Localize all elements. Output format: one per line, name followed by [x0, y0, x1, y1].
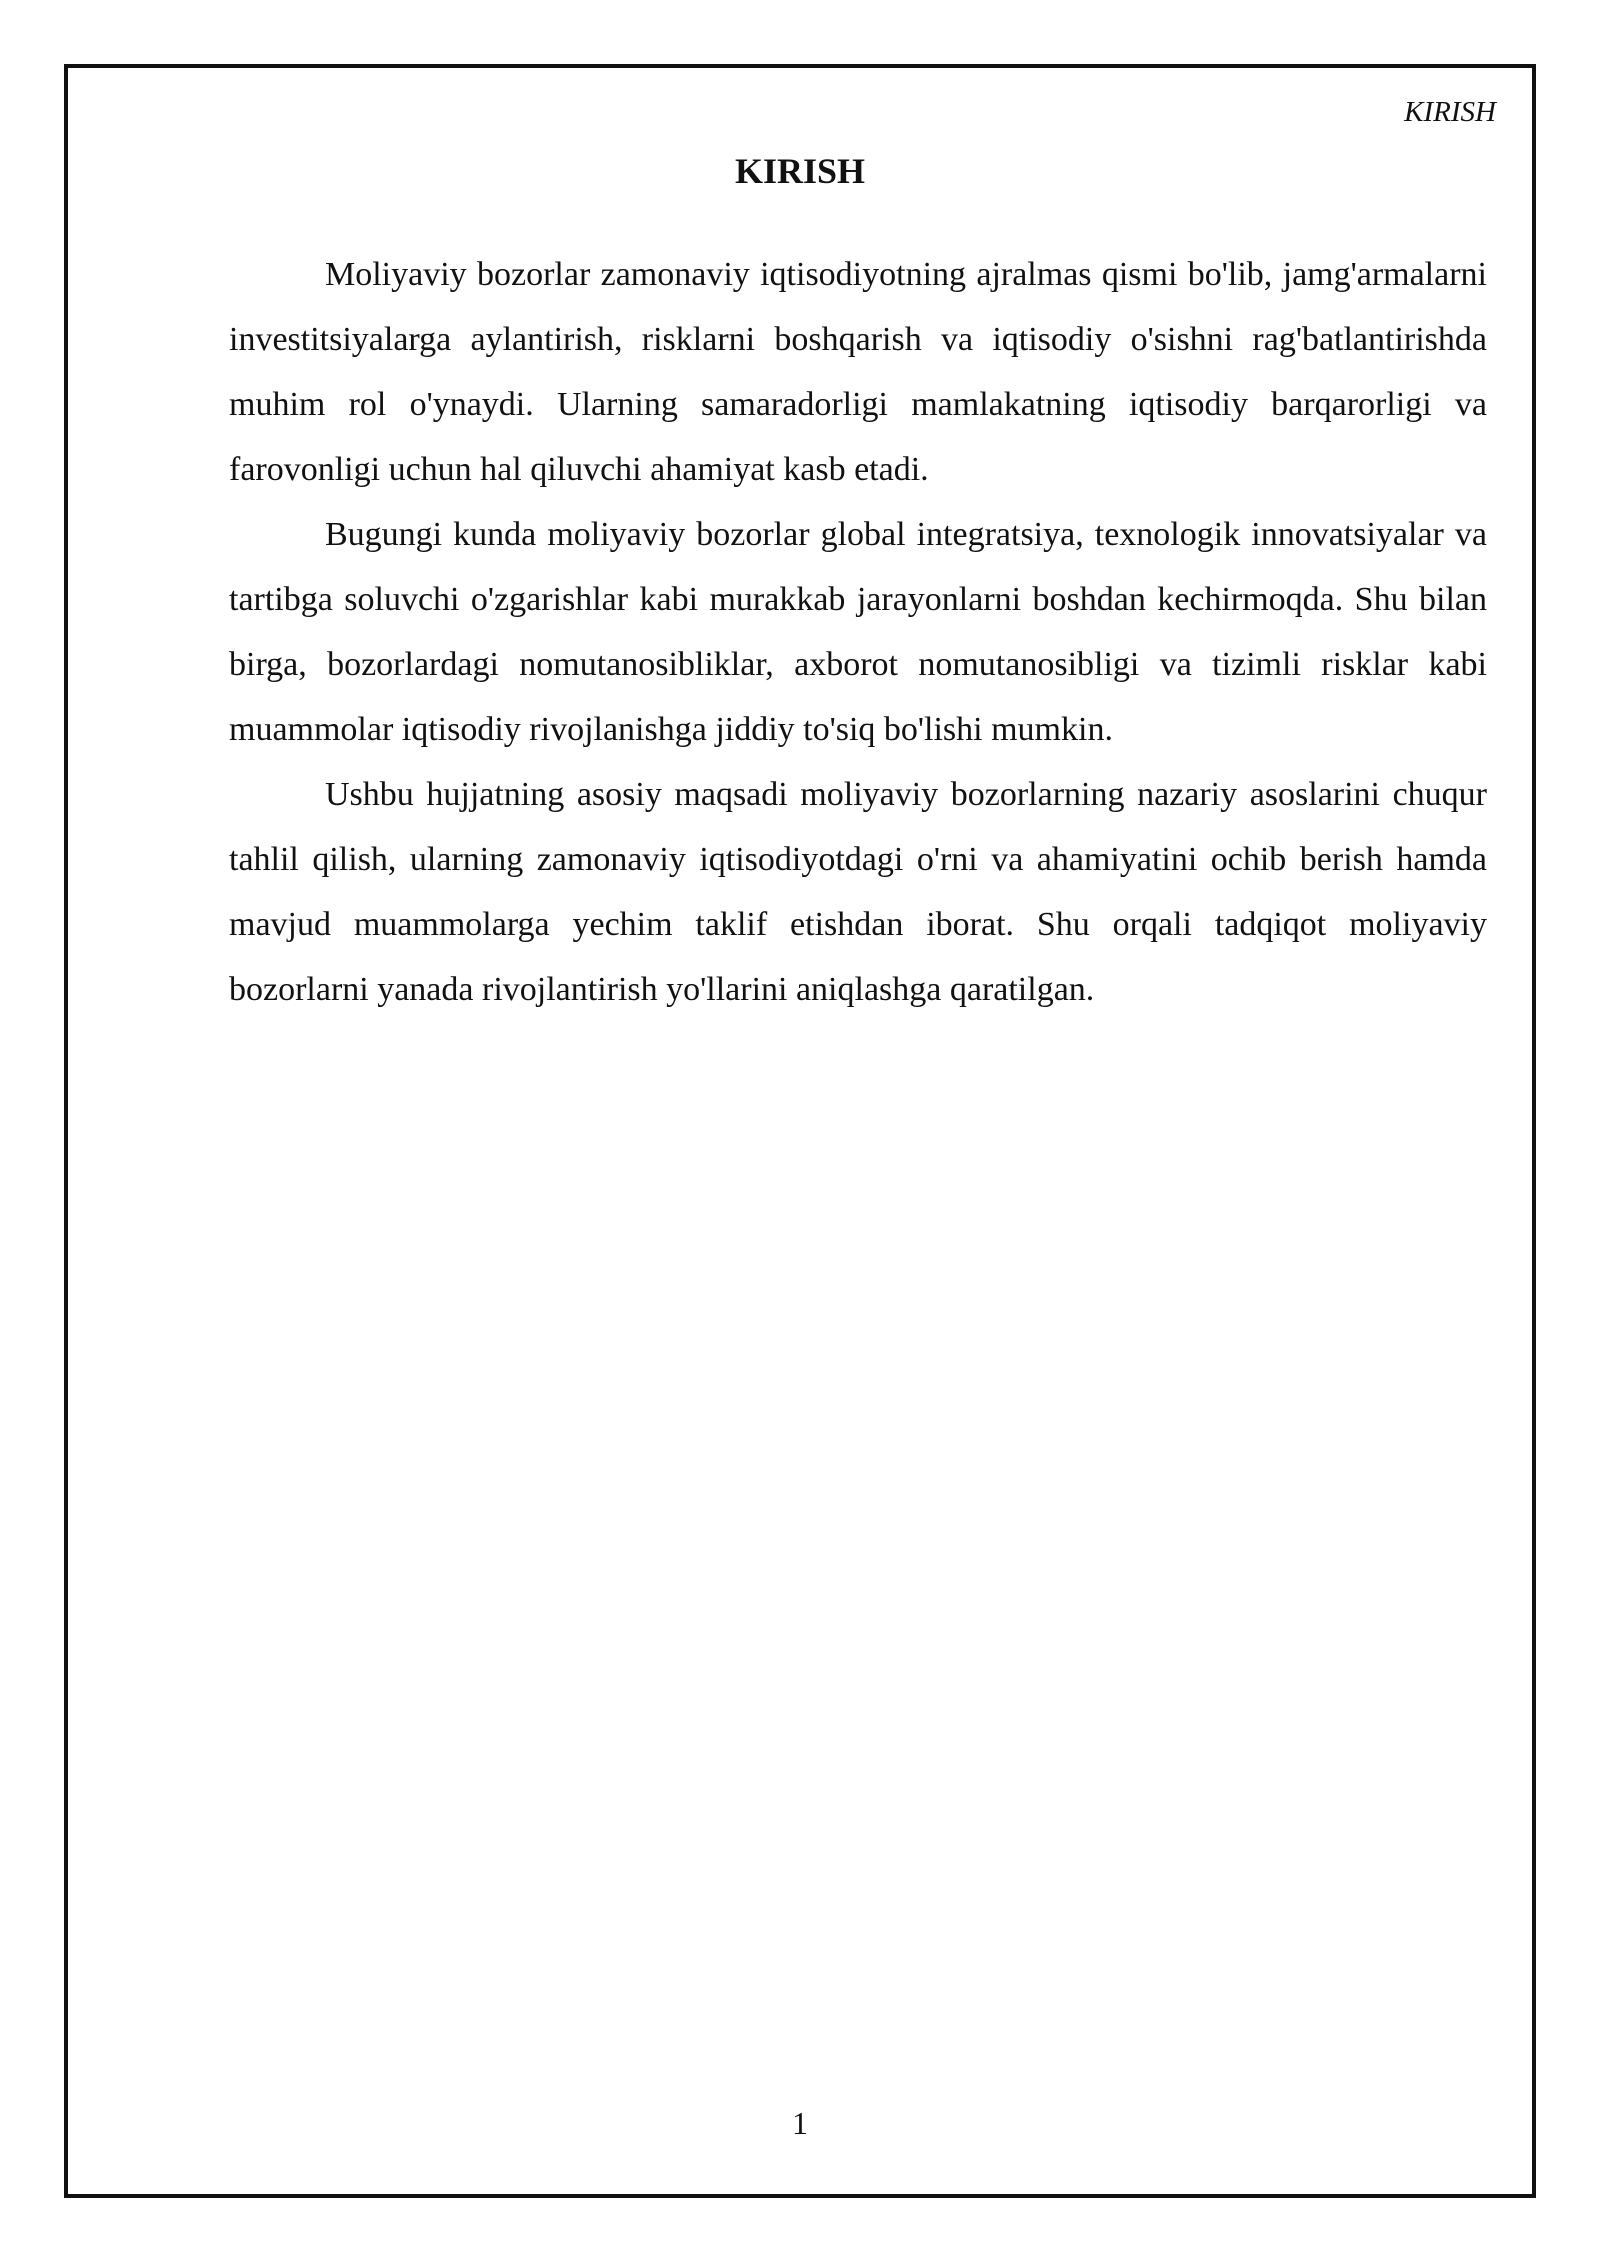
running-header: KIRISH [1404, 96, 1496, 128]
paragraph-3: Ushbu hujjatning asosiy maqsadi moliyaviy bozorlarning nazariy asoslarini chuqur tahlil qilish, ularning zamonaviy iqtisodiyotdagi o'rni va ahamiyatini ochib berish hamda mavjud muammolarga yechim taklif etishdan iborat. Shu orqali tadqiqot moliyaviy bozorlarni yanada rivojlantirish yo'llarini aniqlashga qaratilgan. [229, 776, 1487, 1008]
section-title: KIRISH [734, 151, 866, 191]
body-text [229, 242, 1487, 1022]
paragraph-1: Moliyaviy bozorlar zamonaviy iqtisodiyotning ajralmas qismi bo'lib, jamg'armalarni investitsiyalarga aylantirish, risklarni boshqarish va iqtisodiy o'sishni rag'batlantirishda muhim rol o'ynaydi. Ularning samaradorligi mamlakatning iqtisodiy barqarorligi va farovonligi uchun hal qiluvchi ahamiyat kasb etadi. [229, 256, 1487, 488]
page-number: 1 [792, 2105, 808, 2141]
paragraph-2: Bugungi kunda moliyaviy bozorlar global integratsiya, texnologik innovatsiyalar va tartibga soluvchi o'zgarishlar kabi murakkab jarayonlarni boshdan kechirmoqda. Shu bilan birga, bozorlardagi nomutanosibliklar, axborot nomutanosibligi va tizimli risklar kabi muammolar iqtisodiy rivojlanishga jiddiy to'siq bo'lishi mumkin. [229, 516, 1487, 748]
